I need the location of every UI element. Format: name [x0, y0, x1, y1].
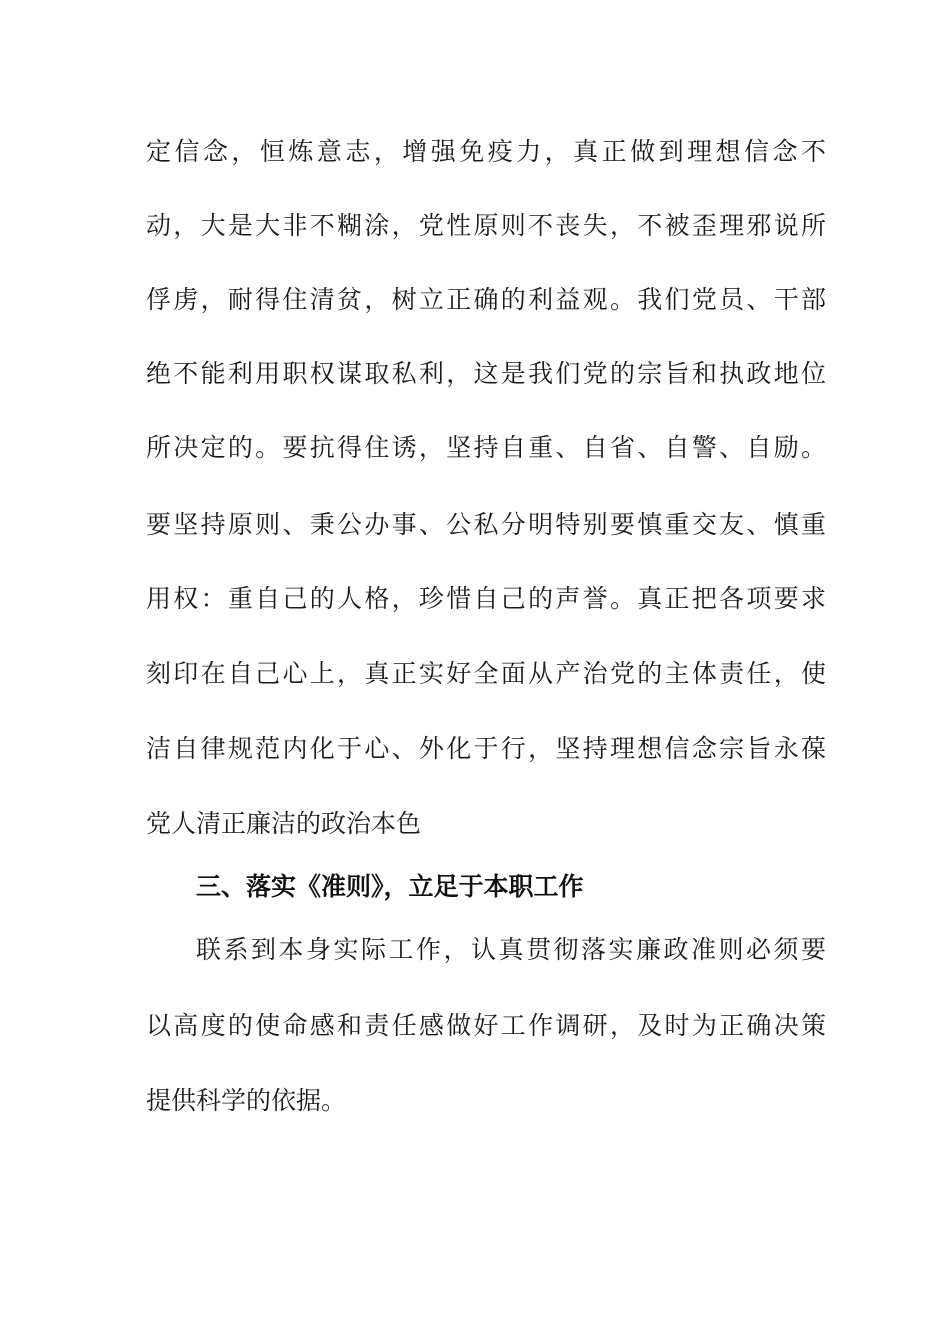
body-text-line: 要坚持原则、秉公办事、公私分明特别要慎重交友、慎重	[146, 510, 826, 539]
body-text-line: 提供科学的依据。	[146, 1086, 347, 1115]
body-text-line: 定信念，恒炼意志，增强免疫力，真正做到理想信念不	[146, 137, 826, 166]
body-text-line: 刻印在自己心上，真正实好全面从产治党的主体责任，使	[146, 659, 826, 688]
body-text-line: 俘虏，耐得住清贫，树立正确的利益观。我们党员、干部	[146, 285, 826, 314]
body-text-line: 绝不能利用职权谋取私利，这是我们党的宗旨和执政地位	[146, 359, 826, 388]
body-text-line: 党人清正廉洁的政治本色	[146, 809, 422, 838]
section-heading: 三、落实《准则》，立足于本职工作	[196, 872, 584, 901]
body-text-line: 以高度的使命感和责任感做好工作调研，及时为正确决策	[146, 1011, 826, 1040]
body-text-line: 动，大是大非不糊涂，党性原则不丧失，不被歪理邪说所	[146, 211, 826, 240]
body-text-line: 用权：重自己的人格，珍惜自己的声誉。真正把各项要求	[146, 584, 826, 613]
body-text-line: 所决定的。要抗得住诱，坚持自重、自省、自警、自励。	[146, 433, 826, 462]
body-text-line: 联系到本身实际工作，认真贯彻落实廉政准则必须要	[196, 935, 826, 964]
body-text-line: 洁自律规范内化于心、外化于行，坚持理想信念宗旨永葆	[146, 734, 826, 763]
